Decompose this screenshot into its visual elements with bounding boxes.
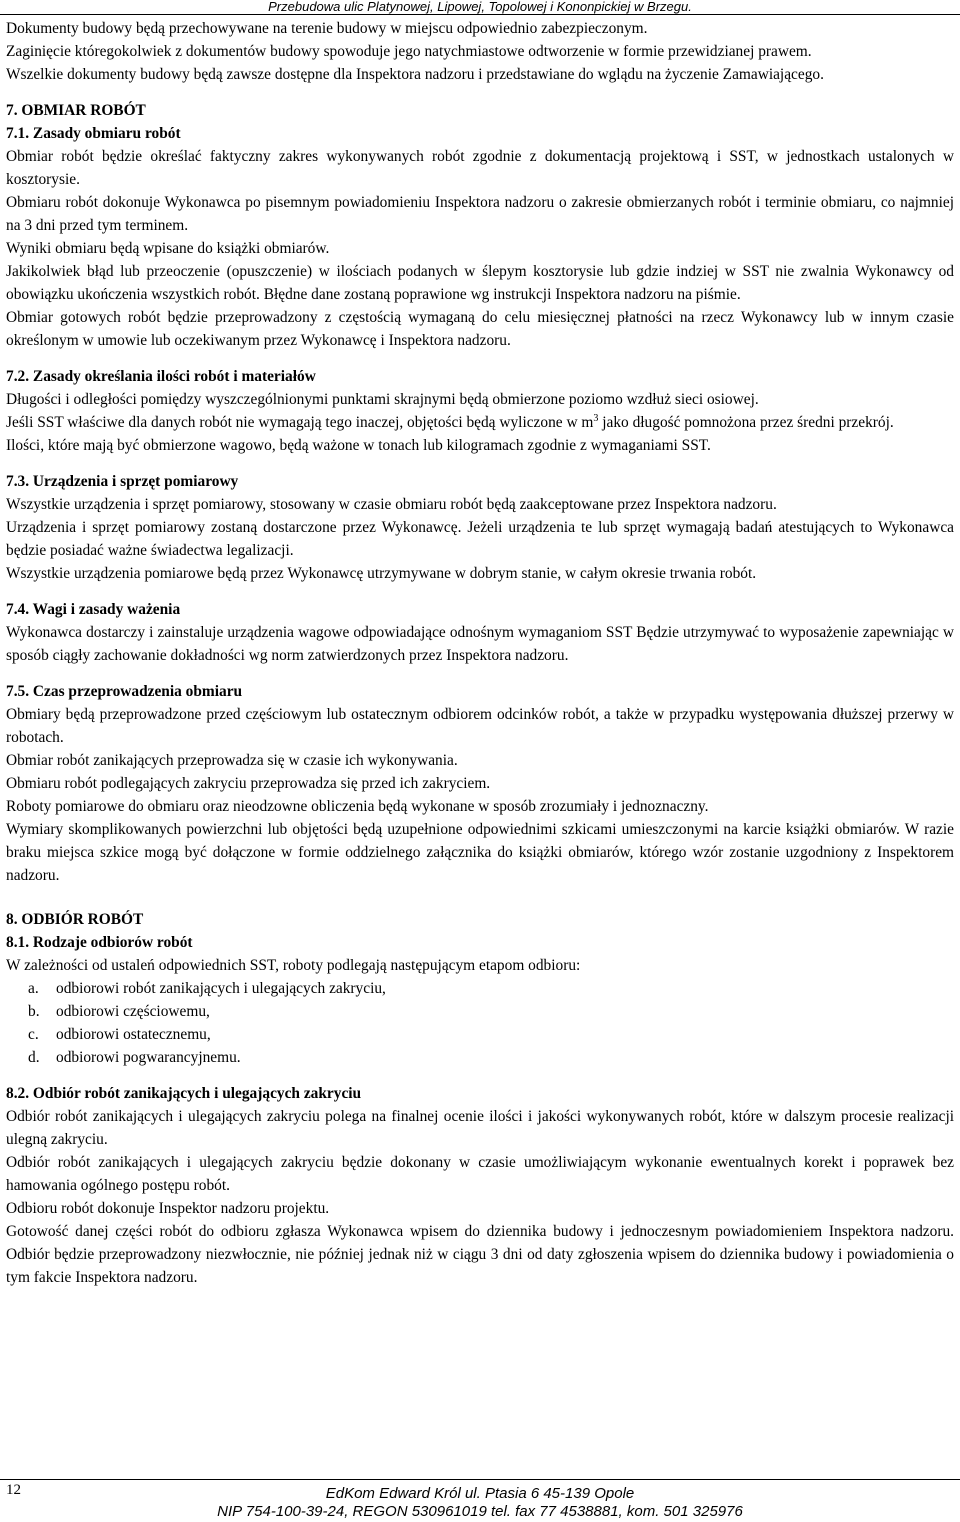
paragraph: Wszystkie urządzenia i sprzęt pomiarowy, stosowany w czasie obmiaru robót będą zaakceptowane przez Inspektora nadzoru. — [6, 496, 777, 513]
section-heading: 7. OBMIAR ROBÓT — [6, 102, 146, 119]
list-item — [6, 1000, 954, 1023]
list-item-label: a. — [28, 980, 39, 997]
paragraph-text: Jeśli SST właściwe dla danych robót nie wymagają tego inaczej, objętości będą wyliczone w m — [6, 414, 594, 431]
section-heading: 8. ODBIÓR ROBÓT — [6, 911, 144, 928]
paragraph: Obmiaru robót dokonuje Wykonawca po pisemnym powiadomieniu Inspektora nadzoru o zakresie obmierzanych robót i terminie obmiaru, co najmniej na 3 dni przed tym terminem. — [6, 194, 954, 234]
paragraph: Obmiary będą przeprowadzone przed częściowym lub ostatecznym odbiorem odcinków robót, a także w przypadku występowania dłuższej przerwy w robotach. — [6, 706, 954, 746]
subsection-heading: 7.4. Wagi i zasady ważenia — [6, 601, 181, 618]
paragraph: Obmiar gotowych robót będzie przeprowadzony z częstością wymaganą do celu miesięcznej płatności na rzecz Wykonawcy lub w innym czasie określonym w umowie lub oczekiwanym przez Wykonawcę i Inspektora nadzoru. — [6, 309, 954, 349]
list-item — [6, 1046, 954, 1069]
list-item-label: b. — [28, 1003, 40, 1020]
list-item-text: odbiorowi robót zanikających i ulegających zakryciu, — [56, 980, 386, 997]
subsection-heading: 7.2. Zasady określania ilości robót i materiałów — [6, 368, 316, 385]
footer-company: EdKom Edward Król ul. Ptasia 6 45-139 Opole — [325, 1485, 635, 1502]
list-item-text: odbiorowi pogwarancyjnemu. — [56, 1049, 241, 1066]
paragraph: Jakikolwiek błąd lub przeoczenie (opuszczenie) w ilościach podanych w ślepym kosztorysie lub gdzie indziej w SST nie zwalnia Wykonawcy od obowiązku ukończenia wszystkich robót. Błędne dane zostaną poprawione wg instrukcji Inspektora nadzoru na piśmie. — [6, 263, 954, 303]
paragraph: Obmiaru robót podlegających zakryciu przeprowadza się przed ich zakryciem. — [6, 775, 491, 792]
paragraph: Wszystkie urządzenia pomiarowe będą przez Wykonawcę utrzymywane w dobrym stanie, w całym okresie trwania robót. — [6, 565, 757, 582]
paragraph: Zaginięcie któregokolwiek z dokumentów budowy spowoduje jego natychmiastowe odtworzenie w formie przewidzianej prawem. — [6, 43, 812, 60]
paragraph: Urządzenia i sprzęt pomiarowy zostaną dostarczone przez Wykonawcę. Jeżeli urządzenia te lub sprzęt wymagają badań atestujących to Wykonawca będzie posiadać ważne świadectwa legalizacji. — [6, 519, 954, 559]
list-item — [6, 1023, 954, 1046]
subsection-heading: 8.1. Rodzaje odbiorów robót — [6, 934, 193, 951]
list-item-text: odbiorowi częściowemu, — [56, 1003, 210, 1020]
paragraph: Odbiór robót zanikających i ulegających zakryciu polega na finalnej ocenie ilości i jakości wykonywanych robót, które w dalszym procesie realizacji ulegną zakryciu. — [6, 1108, 954, 1148]
paragraph: Odbiór robót zanikających i ulegających zakryciu będzie dokonany w czasie umożliwiającym wykonanie ewentualnych korekt i poprawek bez hamowania ogólnego postępu robót. — [6, 1154, 954, 1194]
page-number: 12 — [6, 1482, 21, 1498]
list-item-text: odbiorowi ostatecznemu, — [56, 1026, 211, 1043]
paragraph: Dokumenty budowy będą przechowywane na terenie budowy w miejscu odpowiednio zabezpieczonym. — [6, 20, 648, 37]
footer-divider — [0, 1479, 960, 1480]
paragraph — [6, 411, 954, 434]
subsection-heading: 7.3. Urządzenia i sprzęt pomiarowy — [6, 473, 239, 490]
paragraph: W zależności od ustaleń odpowiednich SST, roboty podlegają następującym etapom odbioru: — [6, 957, 581, 974]
paragraph: Wykonawca dostarczy i zainstaluje urządzenia wagowe odpowiadające odnośnym wymaganiom SST Będzie utrzymywać to wyposażenie zapewniając w sposób ciągły zachowanie dokładności wg norm zatwierdzonych przez Inspektora nadzoru. — [6, 624, 954, 664]
page-content — [6, 17, 954, 1289]
subsection-heading: 7.1. Zasady obmiaru robót — [6, 125, 181, 142]
paragraph: Obmiar robót będzie określać faktyczny zakres wykonywanych robót zgodnie z dokumentacją projektową i SST, w jednostkach ustalonych w kosztorysie. — [6, 148, 954, 188]
odbiory-list — [6, 977, 954, 1069]
paragraph: Gotowość danej części robót do odbioru zgłasza Wykonawca wpisem do dziennika budowy i jednoczesnym powiadomieniem Inspektora nadzoru. Odbiór będzie przeprowadzony niezwłocznie, nie później jednak niż w ciągu 3 dni od daty zgłoszenia wpisem do dziennika budowy i powiadomienia o tym fakcie Inspektora nadzoru. — [6, 1223, 954, 1286]
paragraph-text: jako długość pomnożona przez średni przekrój. — [598, 414, 894, 431]
paragraph: Wyniki obmiaru będą wpisane do książki obmiarów. — [6, 240, 330, 257]
footer-contact: NIP 754-100-39-24, REGON 530961019 tel. fax 77 4538881, kom. 501 325976 — [217, 1503, 743, 1520]
header-divider — [0, 14, 960, 15]
list-item-label: d. — [28, 1049, 40, 1066]
subsection-heading: 8.2. Odbiór robót zanikających i ulegających zakryciu — [6, 1085, 362, 1102]
subsection-heading: 7.5. Czas przeprowadzenia obmiaru — [6, 683, 243, 700]
paragraph: Ilości, które mają być obmierzone wagowo, będą ważone w tonach lub kilogramach zgodnie z wymaganiami SST. — [6, 437, 711, 454]
superscript: 3 — [593, 412, 599, 424]
paragraph: Wszelkie dokumenty budowy będą zawsze dostępne dla Inspektora nadzoru i przedstawiane do wglądu na życzenie Zamawiającego. — [6, 66, 824, 83]
list-item-label: c. — [28, 1026, 39, 1043]
list-item — [6, 977, 954, 1000]
paragraph: Obmiar robót zanikających przeprowadza się w czasie ich wykonywania. — [6, 752, 458, 769]
page-header: Przebudowa ulic Platynowej, Lipowej, Topolowej i Kononpickiej w Brzegu. — [268, 0, 692, 14]
paragraph: Wymiary skomplikowanych powierzchni lub objętości będą uzupełnione odpowiednimi szkicami umieszczonymi na karcie książki obmiarów. W razie braku miejsca szkice mogą być dołączone w formie oddzielnego załącznika do książki obmiarów, którego wzór zostanie uzgodniony z Inspektorem nadzoru. — [6, 821, 954, 884]
paragraph: Długości i odległości pomiędzy wyszczególnionymi punktami skrajnymi będą obmierzone poziomo wzdłuż sieci osiowej. — [6, 391, 759, 408]
paragraph: Odbioru robót dokonuje Inspektor nadzoru projektu. — [6, 1200, 330, 1217]
paragraph: Roboty pomiarowe do obmiaru oraz nieodzowne obliczenia będą wykonane w sposób zrozumiały i jednoznaczny. — [6, 798, 709, 815]
